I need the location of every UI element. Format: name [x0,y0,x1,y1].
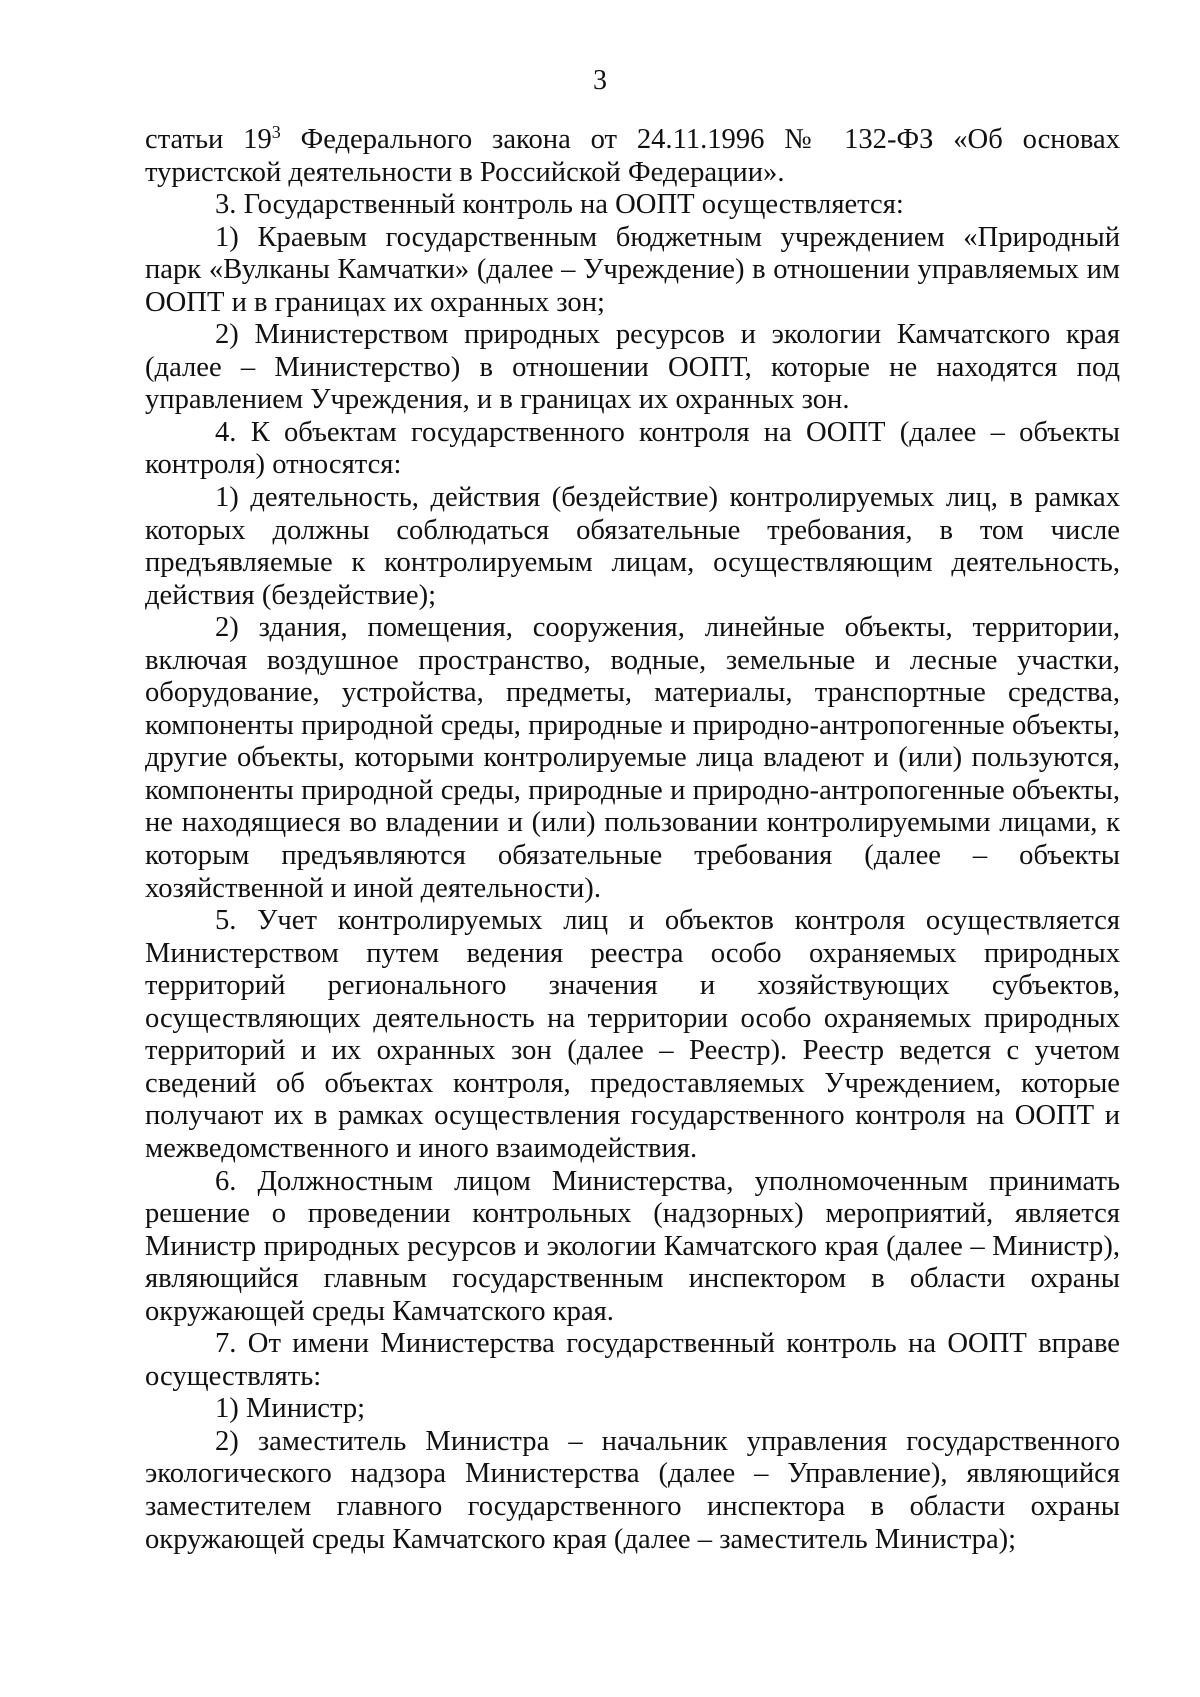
paragraph-item-4-1: 1) деятельность, действия (бездействие) контролируемых лиц, в рамках которых должны соблюдаться обязательные требования, в том числе предъявляемые к контролируемым лицам, осуществляющим деятельность, действия (бездействие); [145,482,1120,611]
paragraph-item-3-1: 1) Краевым государственным бюджетным учреждением «Природный парк «Вулканы Камчатки» (далее – Учреждение) в отношении управляемых им ООПТ и в границах их охранных зон; [145,221,1120,318]
paragraph-item-3: 3. Государственный контроль на ООПТ осуществляется: [215,189,904,221]
paragraph-item-6: 6. Должностным лицом Министерства, уполномоченным принимать решение о проведении контрольных (надзорных) мероприятий, является Министр природных ресурсов и экологии Камчатского края (далее – Министр), являющийся главным государственным инспектором в области охраны окружающей среды Камчатского края. [145,1165,1120,1327]
paragraph-item-5: 5. Учет контролируемых лиц и объектов контроля осуществляется Министерством путем ведения реестра особо охраняемых природных территорий регионального значения и хозяйствующих субъектов, осуществляющих деятельность на территории особо охраняемых природных территорий и их охранных зон (далее – Реестр). Реестр ведется с учетом сведений об объектах контроля, предоставляемых Учреждением, которые получают их в рамках осуществления государственного контроля на ООПТ и межведомственного и иного взаимодействия. [145,905,1120,1164]
page-number: 3 [593,65,607,96]
paragraph-text: Федерального закона от 24.11.1996 № 132-ФЗ «Об основах туристской деятельности в Российской Федерации». [145,124,1120,188]
paragraph-item-7: 7. От имени Министерства государственный контроль на ООПТ вправе осуществлять: [145,1328,1120,1392]
paragraph-item-4-2: 2) здания, помещения, сооружения, линейные объекты, территории, включая воздушное пространство, водные, земельные и лесные участки, оборудование, устройства, предметы, материалы, транспортные средства, компоненты природной среды, природные и природно-антропогенные объекты, другие объекты, которыми контролируемые лица владеют и (или) пользуются, компоненты природной среды, природные и природно-антропогенные объекты, не находящиеся во владении и (или) пользовании контролируемыми лицами, к которым предъявляются обязательные требования (далее – объекты хозяйственной и иной деятельности). [145,612,1120,904]
paragraph-continuation [145,124,1120,189]
paragraph-item-7-2: 2) заместитель Министра – начальник управления государственного экологического надзора Министерства (далее – Управление), являющийся заместителем главного государственного инспектора в области охраны окружающей среды Камчатского края (далее – заместитель Министра); [145,1425,1120,1555]
paragraph-item-4: 4. К объектам государственного контроля на ООПТ (далее – объекты контроля) относятся: [145,416,1120,481]
paragraph-item-7-1: 1) Министр; [215,1393,366,1425]
paragraph-text: статьи 19 [145,124,272,155]
paragraph-item-3-2: 2) Министерством природных ресурсов и экологии Камчатского края (далее – Министерство) в отношении ООПТ, которые не находятся под управлением Учреждения, и в границах их охранных зон. [145,319,1120,416]
superscript: 3 [271,122,281,142]
document-body [145,124,1120,1556]
